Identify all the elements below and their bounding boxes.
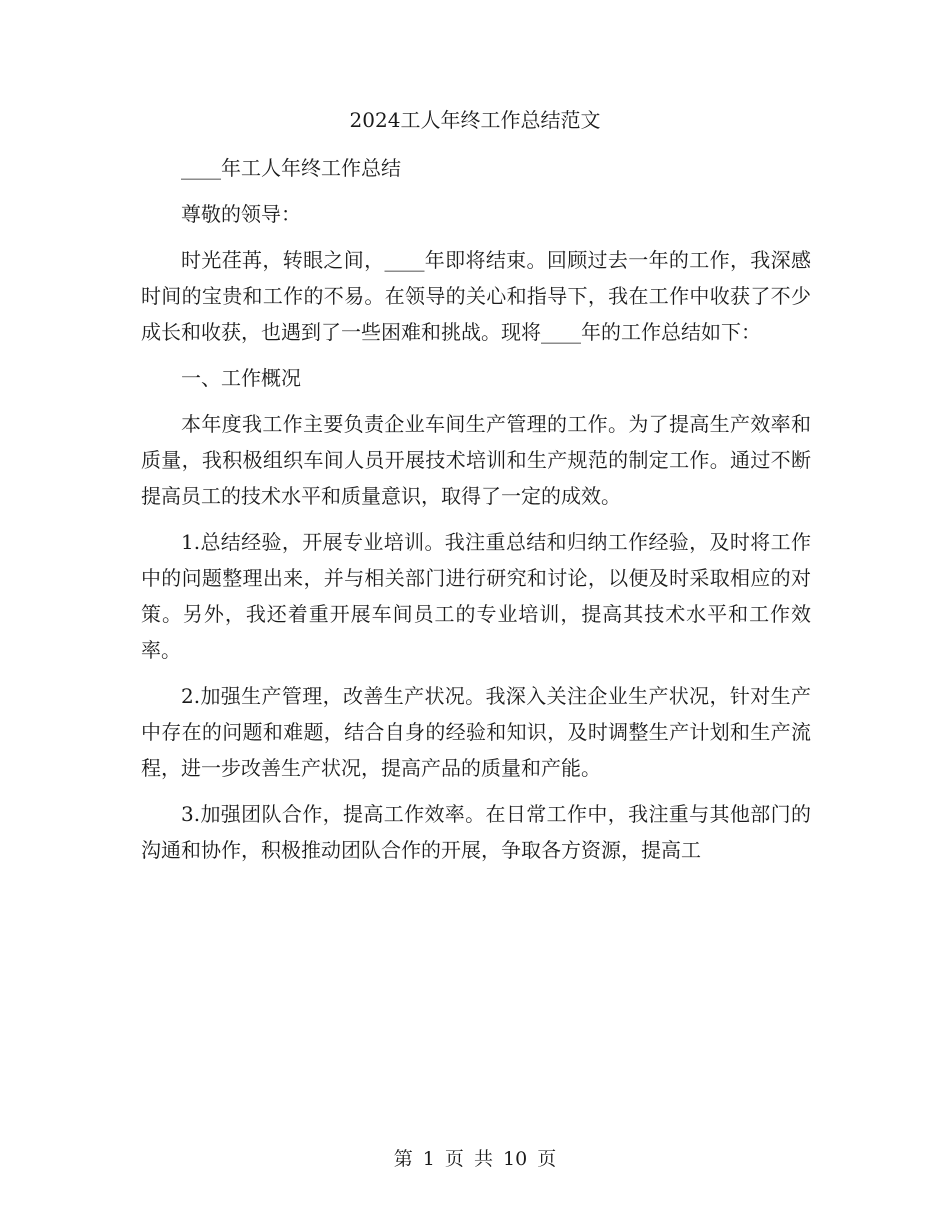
subtitle-paragraph: ____年工人年终工作总结 xyxy=(181,156,401,180)
page-number-footer: 第 1 页 共 10 页 xyxy=(393,1148,557,1170)
item-3-paragraph: 3.加强团队合作，提高工作效率。在日常工作中，我注重与其他部门的沟通和协作，积极推动团队合作的开展，争取各方资源，提高工 xyxy=(141,802,811,862)
item-1-paragraph: 1.总结经验，开展专业培训。我注重总结和归纳工作经验，及时将工作中的问题整理出来，并与相关部门进行研究和讨论，以便及时采取相应的对策。另外，我还着重开展车间员工的专业培训，提高其技术水平和工作效率。 xyxy=(141,530,811,662)
overview-paragraph: 本年度我工作主要负责企业车间生产管理的工作。为了提高生产效率和质量，我积极组织车间人员开展技术培训和生产规范的制定工作。通过不断提高员工的技术水平和质量意识，取得了一定的成效。 xyxy=(141,412,811,508)
intro-paragraph: 时光荏苒，转眼之间，____年即将结束。回顾过去一年的工作，我深感时间的宝贵和工作的不易。在领导的关心和指导下，我在工作中收获了不少成长和收获，也遇到了一些困难和挑战。现将____年的工作总结如下： xyxy=(141,248,811,344)
item-2-paragraph: 2.加强生产管理，改善生产状况。我深入关注企业生产状况，针对生产中存在的问题和难题，结合自身的经验和知识，及时调整生产计划和生产流程，进一步改善生产状况，提高产品的质量和产能。 xyxy=(141,684,811,780)
section-heading: 一、工作概况 xyxy=(181,366,301,390)
document-body xyxy=(141,150,811,878)
salutation-paragraph: 尊敬的领导： xyxy=(181,202,301,226)
document-title: 2024工人年终工作总结范文 xyxy=(349,108,601,132)
